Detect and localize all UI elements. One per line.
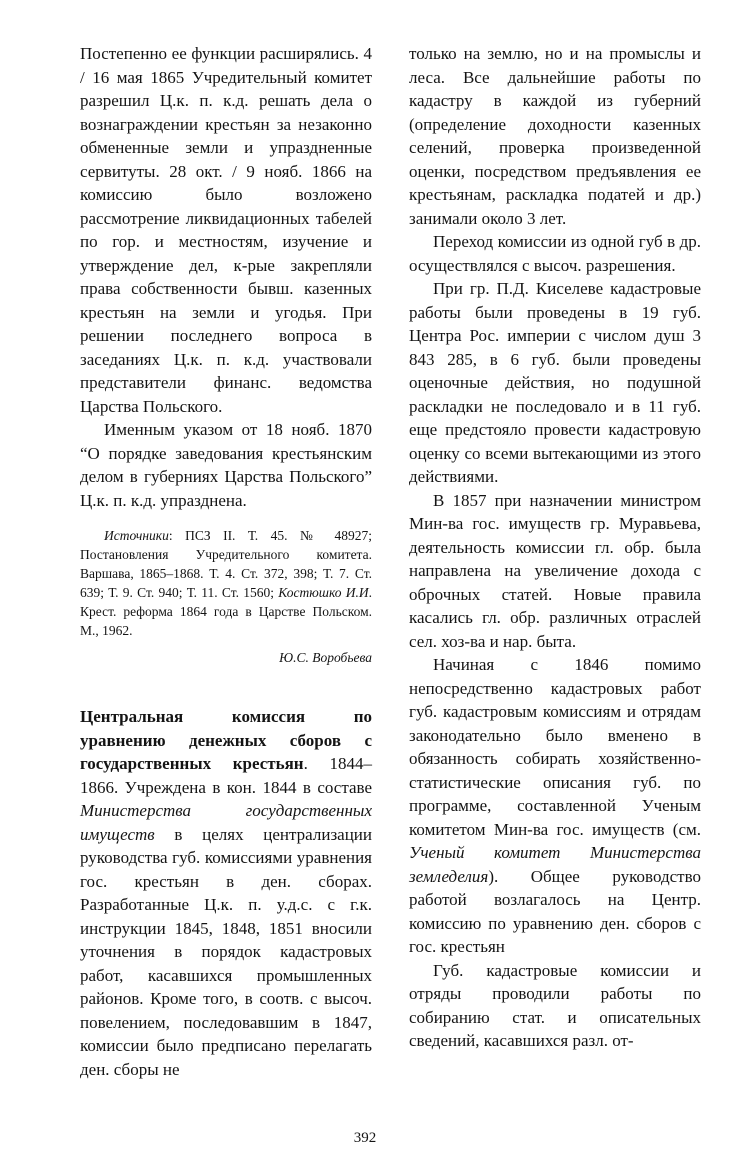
article-author: Ю.С. Воробьева (279, 650, 372, 665)
right-column (409, 42, 701, 1053)
entry-separator (80, 667, 372, 705)
paragraph-text: Начиная с 1846 помимо непосредственно кадастровых работ губ. кадастровым комиссиям и отрядам законодательно было вменено в обязанность собирать хозяйственно-статистические описания губ. по программе, составленной Ученым комитетом Мин-ва гос. имуществ (см. (409, 655, 701, 839)
encyclopedia-entry (80, 705, 372, 1081)
entry-title: Центральная комиссия по уравнению денежных сборов с государственных крестьян (80, 707, 372, 773)
cross-reference: Ученый комитет Министерства земледелия (409, 843, 701, 886)
sources-text: . Крест. реформа 1864 года в Царстве Польском. М., 1962. (80, 585, 373, 638)
paragraph: Постепенно ее функции расширялись. 4 / 16 мая 1865 Учредительный комитет разрешил Ц.к. п. к.д. решать дела о вознаграждении крестьян за незаконно обмененные земли и упраздненные сервитуты. 28 окт. / 9 нояб. 1866 на комиссию было возложено рассмотрение ликвидационных табелей по гор. и местностям, изучение и утверждение дел, к-рые закрепляли права собственности бывш. казенных крестьян на земли и угодья. При решении последнего вопроса в заседаниях Ц.к. п. к.д. участвовали представители финанс. ведомства Царства Польского. (80, 44, 372, 416)
entry-text: в целях централизации руководства губ. комиссиями уравнения гос. крестьян в ден. сборах. Разработанные Ц.к. п. у.д.с. с г.к. инструкции 1845, 1848, 1851 вносили уточнения в порядок кадастровых работ, касавшихся промышленных районов. Кроме того, в соотв. с высоч. повелением, последовавшим в 1847, комиссии было предписано перелагать ден. сборы не (80, 824, 372, 1079)
page-number: 392 (353, 1130, 377, 1146)
cross-reference: Министерства государственных имуществ (80, 801, 372, 844)
paragraph: При гр. П.Д. Киселеве кадастровые работы были проведены в 19 губ. Центра Рос. империи с числом душ 3 843 285, в 6 губ. были проведены оценочные действия, но подушной раскладки не последовало и в 11 губ. еще предстояло провести кадастровую оценку со всеми вытекающими из этого действиями. (409, 279, 701, 486)
paragraph: Губ. кадастровые комиссии и отряды проводили работы по собиранию стат. и описательных сведений, касавшихся разл. от- (409, 960, 701, 1050)
reference-author: Костюшко И.И (278, 585, 369, 600)
paragraph: В 1857 при назначении министром Мин-ва гос. имуществ гр. Муравьева, деятельность комиссии гл. обр. была направлена на увеличение дохода с оброчных статей. Новые правила касались гл. обр. различных отраслей сел. хоз-ва и нар. быта. (409, 490, 701, 651)
paragraph: Именным указом от 18 нояб. 1870 “О порядке заведования крестьянским делом в губерниях Царства Польского” Ц.к. п. к.д. упразднена. (80, 420, 372, 510)
entry-text: . 1844–1866. Учреждена в кон. 1844 в составе (80, 754, 372, 797)
paragraph: Переход комиссии из одной губ в др. осуществлялся с высоч. разрешения. (409, 232, 701, 275)
paragraph-text: ). Общее руководство работой возлагалось на Центр. комиссию по уравнению ден. сборов с гос. крестьян (409, 866, 701, 956)
left-column (80, 42, 372, 1081)
paragraph (409, 653, 701, 959)
sources-text: : ПСЗ II. Т. 45. № 48927; Постановления Учредительного комитета. Варшава, 1865–1868. Т. 4. Ст. 372, 398; Т. 7. Ст. 639; Т. 9. Ст. 940; Т. 11. Ст. 1560; (80, 528, 372, 600)
sources-label: Источники (104, 528, 169, 543)
sources-note (80, 526, 372, 640)
paragraph: только на землю, но и на промыслы и леса. Все дальнейшие работы по кадастру в каждой из губерний (определение доходности казенных селений, проверка произведенной оценки, посредством предъявления ее крестьянам, раскладка податей и др.) занимали около 3 лет. (409, 44, 701, 228)
